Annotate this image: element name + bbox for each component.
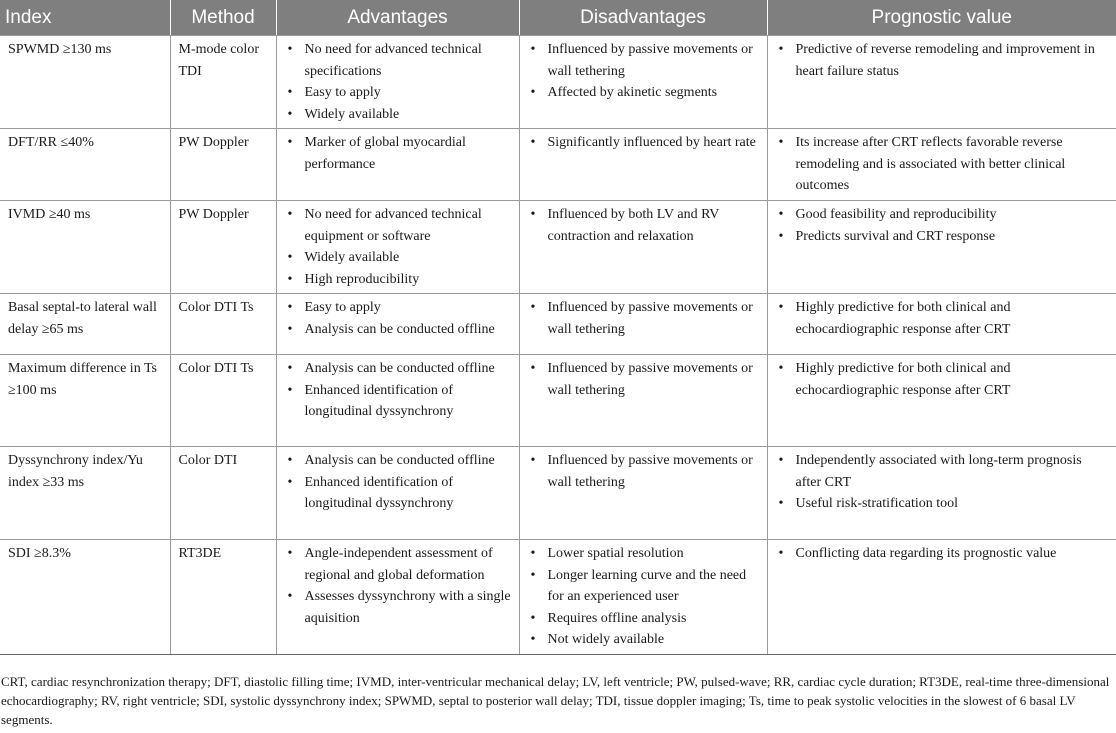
list-item: • Enhanced identification of longitudinal dyssynchrony xyxy=(285,472,512,515)
prognostic-cell xyxy=(767,36,1116,129)
list-item: • Significantly influenced by heart rate xyxy=(528,132,760,154)
table-footnote: CRT, cardiac resynchronization therapy; DFT, diastolic filling time; IVMD, inter-ventricular mechanical delay; LV, left ventricle; PW, pulsed-wave; RR, cardiac cycle duration; RT3DE, real-time three-dimensional echocardiography; RV, right ventricle; SDI, systolic dyssynchrony index; SPWMD, septal to posterior wall delay; TDI, tissue doppler imaging; Ts, time to peak systolic velocities in the slowest of 6 basal LV segments. xyxy=(1,674,1110,727)
prognostic-cell xyxy=(767,540,1116,655)
header-disadvantages: Disadvantages xyxy=(519,0,767,36)
header-row xyxy=(0,0,1116,36)
prognostic-cell xyxy=(767,355,1116,447)
list-item: • Highly predictive for both clinical and echocardiographic response after CRT xyxy=(776,297,1110,340)
list-item: • Widely available xyxy=(285,247,512,269)
method-cell: Color DTI xyxy=(170,447,276,540)
prognostic-cell-list xyxy=(776,204,1110,247)
advantages-cell-list xyxy=(285,204,512,290)
list-item: • Widely available xyxy=(285,104,512,126)
disadvantages-cell xyxy=(519,294,767,355)
list-item: • Enhanced identification of longitudinal dyssynchrony xyxy=(285,380,512,423)
advantages-cell xyxy=(276,294,519,355)
list-item: • Marker of global myocardial performance xyxy=(285,132,512,175)
method-cell: M-mode color TDI xyxy=(170,36,276,129)
method-cell: Color DTI Ts xyxy=(170,294,276,355)
list-item: • Requires offline analysis xyxy=(528,608,760,630)
list-item: • Angle-independent assessment of regional and global deformation xyxy=(285,543,512,586)
prognostic-cell xyxy=(767,201,1116,294)
table-row xyxy=(0,447,1116,540)
list-item: • High reproducibility xyxy=(285,269,512,291)
list-item: • No need for advanced technical equipment or software xyxy=(285,204,512,247)
header-method: Method xyxy=(170,0,276,36)
header-index: Index xyxy=(0,0,170,36)
index-cell: Dyssynchrony index/Yu index ≥33 ms xyxy=(0,447,170,540)
disadvantages-cell xyxy=(519,201,767,294)
disadvantages-cell-list xyxy=(528,297,760,340)
list-item: • Not widely available xyxy=(528,629,760,651)
advantages-cell xyxy=(276,201,519,294)
disadvantages-cell-list xyxy=(528,543,760,651)
disadvantages-cell-list xyxy=(528,39,760,104)
table-row xyxy=(0,540,1116,655)
list-item: • Useful risk-stratification tool xyxy=(776,493,1110,515)
index-cell: DFT/RR ≤40% xyxy=(0,129,170,201)
disadvantages-cell xyxy=(519,447,767,540)
table-header xyxy=(0,0,1116,36)
prognostic-cell-list xyxy=(776,132,1110,197)
list-item: • Analysis can be conducted offline xyxy=(285,358,512,380)
table-row xyxy=(0,355,1116,447)
prognostic-cell-list xyxy=(776,358,1110,401)
list-item: • Assesses dyssynchrony with a single aquisition xyxy=(285,586,512,629)
table-row xyxy=(0,129,1116,201)
method-cell: Color DTI Ts xyxy=(170,355,276,447)
list-item: • Analysis can be conducted offline xyxy=(285,450,512,472)
prognostic-cell-list xyxy=(776,450,1110,515)
list-item: • Influenced by passive movements or wall tethering xyxy=(528,297,760,340)
advantages-cell xyxy=(276,355,519,447)
list-item: • Influenced by passive movements or wall tethering xyxy=(528,450,760,493)
prognostic-cell xyxy=(767,129,1116,201)
prognostic-cell-list xyxy=(776,297,1110,340)
advantages-cell-list xyxy=(285,450,512,515)
table-body xyxy=(0,36,1116,655)
header-advantages: Advantages xyxy=(276,0,519,36)
index-cell: SPWMD ≥130 ms xyxy=(0,36,170,129)
prognostic-cell xyxy=(767,447,1116,540)
list-item: • Influenced by both LV and RV contraction and relaxation xyxy=(528,204,760,247)
advantages-cell xyxy=(276,36,519,129)
list-item: • Easy to apply xyxy=(285,82,512,104)
list-item: • No need for advanced technical specifications xyxy=(285,39,512,82)
list-item: • Highly predictive for both clinical and echocardiographic response after CRT xyxy=(776,358,1110,401)
advantages-cell xyxy=(276,447,519,540)
disadvantages-cell xyxy=(519,129,767,201)
advantages-cell-list xyxy=(285,39,512,125)
prognostic-cell xyxy=(767,294,1116,355)
list-item: • Easy to apply xyxy=(285,297,512,319)
list-item: • Lower spatial resolution xyxy=(528,543,760,565)
list-item: • Analysis can be conducted offline xyxy=(285,319,512,341)
list-item: • Conflicting data regarding its prognostic value xyxy=(776,543,1110,565)
index-cell: IVMD ≥40 ms xyxy=(0,201,170,294)
list-item: • Affected by akinetic segments xyxy=(528,82,760,104)
method-cell: PW Doppler xyxy=(170,201,276,294)
table-row xyxy=(0,294,1116,355)
advantages-cell-list xyxy=(285,297,512,340)
advantages-cell-list xyxy=(285,543,512,629)
list-item: • Predicts survival and CRT response xyxy=(776,226,1110,248)
header-prognostic-value: Prognostic value xyxy=(767,0,1116,36)
index-cell: Basal septal-to lateral wall delay ≥65 ms xyxy=(0,294,170,355)
list-item: • Good feasibility and reproducibility xyxy=(776,204,1110,226)
disadvantages-cell xyxy=(519,36,767,129)
method-cell: RT3DE xyxy=(170,540,276,655)
list-item: • Influenced by passive movements or wall tethering xyxy=(528,39,760,82)
disadvantages-cell xyxy=(519,355,767,447)
list-item: • Influenced by passive movements or wall tethering xyxy=(528,358,760,401)
prognostic-cell-list xyxy=(776,39,1110,82)
index-cell: Maximum difference in Ts ≥100 ms xyxy=(0,355,170,447)
list-item: • Its increase after CRT reflects favorable reverse remodeling and is associated with better clinical outcomes xyxy=(776,132,1110,197)
prognostic-cell-list xyxy=(776,543,1110,565)
disadvantages-cell xyxy=(519,540,767,655)
list-item: • Predictive of reverse remodeling and improvement in heart failure status xyxy=(776,39,1110,82)
table-row xyxy=(0,201,1116,294)
list-item: • Independently associated with long-term prognosis after CRT xyxy=(776,450,1110,493)
disadvantages-cell-list xyxy=(528,450,760,493)
advantages-cell xyxy=(276,129,519,201)
advantages-cell-list xyxy=(285,132,512,175)
advantages-cell-list xyxy=(285,358,512,423)
disadvantages-cell-list xyxy=(528,204,760,247)
list-item: • Longer learning curve and the need for an experienced user xyxy=(528,565,760,608)
index-cell: SDI ≥8.3% xyxy=(0,540,170,655)
advantages-cell xyxy=(276,540,519,655)
disadvantages-cell-list xyxy=(528,358,760,401)
method-cell: PW Doppler xyxy=(170,129,276,201)
table-row xyxy=(0,36,1116,129)
disadvantages-cell-list xyxy=(528,132,760,154)
